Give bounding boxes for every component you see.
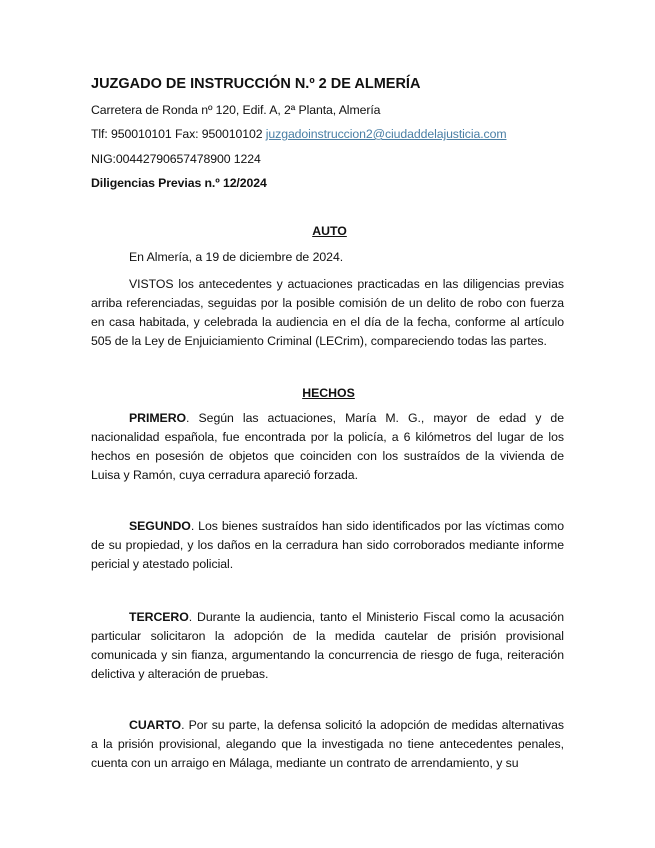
hecho-segundo <box>91 517 564 574</box>
hecho-label: PRIMERO <box>129 411 187 425</box>
court-title: JUZGADO DE INSTRUCCIÓN N.º 2 DE ALMERÍA <box>91 76 421 92</box>
date-line: En Almería, a 19 de diciembre de 2024. <box>129 250 344 264</box>
hecho-text: . Por su parte, la defensa solicitó la adopción de medidas alternativas a la prisión provisional, alegando que la investigada no tiene antecedentes penales, cuenta con un arraigo en Málaga, mediante un contrato de arrendamiento, y su <box>91 718 564 770</box>
hecho-label: TERCERO <box>129 610 189 624</box>
hecho-text: . Según las actuaciones, María M. G., mayor de edad y de nacionalidad española, fue encontrada por la policía, a 6 kilómetros del lugar de los hechos en posesión de objetos que coinciden con los sustraídos de la vivienda de Luisa y Ramón, cuya cerradura apareció forzada. <box>91 411 564 482</box>
hecho-text: . Los bienes sustraídos han sido identificados por las víctimas como de su propiedad, y los daños en la cerradura han sido corroborados mediante informe pericial y atestado policial. <box>91 519 564 571</box>
email-link[interactable]: juzgadoinstruccion2@ciudaddelajusticia.com <box>265 127 507 141</box>
hechos-heading: HECHOS <box>302 386 355 400</box>
court-contact <box>91 127 506 141</box>
hecho-text: . Durante la audiencia, tanto el Ministerio Fiscal como la acusación particular solicitaron la adopción de la medida cautelar de prisión provisional comunicada y sin fianza, argumentando la concurrencia de riesgo de fuga, reiteración delictiva y alteración de pruebas. <box>91 610 564 681</box>
hecho-tercero <box>91 608 564 684</box>
hecho-label: SEGUNDO <box>129 519 191 533</box>
court-address: Carretera de Ronda nº 120, Edif. A, 2ª Planta, Almería <box>91 103 381 117</box>
phone-fax: Tlf: 950010101 Fax: 950010102 <box>91 127 263 141</box>
hecho-label: CUARTO <box>129 718 182 732</box>
auto-heading: AUTO <box>312 224 347 238</box>
vistos-paragraph: VISTOS los antecedentes y actuaciones practicadas en las diligencias previas arriba referenciadas, seguidas por la posible comisión de un delito de robo con fuerza en casa habitada, y celebrada la audiencia en el día de la fecha, conforme al artículo 505 de la Ley de Enjuiciamiento Criminal (LECrim), compareciendo todas las partes. <box>91 277 564 348</box>
hecho-cuarto <box>91 716 564 773</box>
hecho-primero <box>91 409 564 485</box>
case-number: Diligencias Previas n.º 12/2024 <box>91 176 267 190</box>
nig-number: NIG:00442790657478900 1224 <box>91 152 261 166</box>
